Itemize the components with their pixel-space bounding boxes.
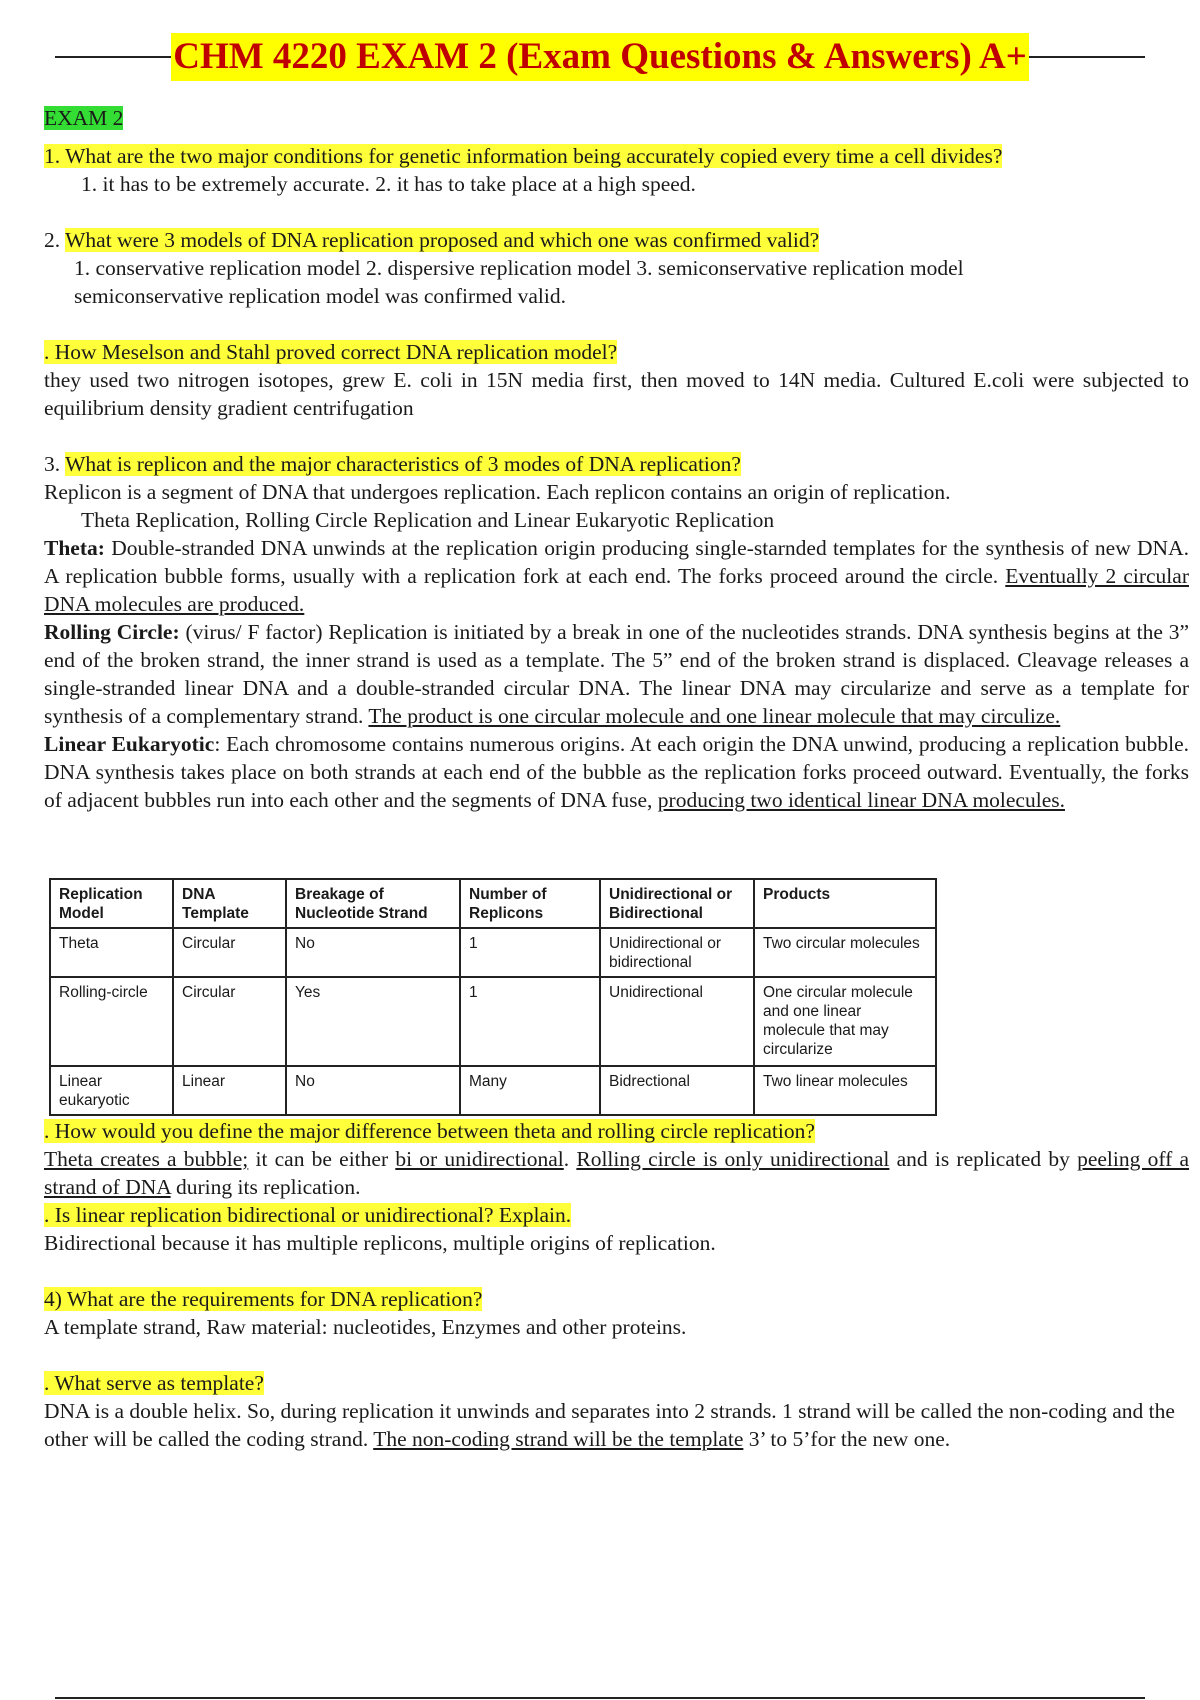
table-cell: Bidrectional <box>600 1066 754 1115</box>
theta-conclusion: Eventually 2 circular DNA molecules are produced. <box>44 564 1189 616</box>
table-header: Breakage of Nucleotide Strand <box>286 879 460 928</box>
answer-fragment: . <box>563 1147 577 1171</box>
question-2 <box>44 226 1189 310</box>
title-row <box>55 32 1145 82</box>
table-cell: No <box>286 1066 460 1115</box>
exam-label-block <box>44 104 1189 132</box>
table-cell: Two circular molecules <box>754 928 936 977</box>
bottom-rule <box>55 1697 1145 1699</box>
answer-fragment: peeling off a strand of DNA <box>44 1147 1189 1199</box>
table-cell: Two linear molecules <box>754 1066 936 1115</box>
table-cell: Linear eukaryotic <box>50 1066 173 1115</box>
question-1-text: 1. What are the two major conditions for genetic information being accurately copied every time a cell divides? <box>44 144 1003 168</box>
table-header: Number of Replicons <box>460 879 600 928</box>
question-template-text: . What serve as template? <box>44 1371 264 1395</box>
table-cell: Circular <box>173 928 286 977</box>
linear-conclusion: producing two identical linear DNA molecules. <box>657 788 1065 812</box>
question-2-answer-line1: 1. conservative replication model 2. dispersive replication model 3. semiconservative replication model <box>74 256 964 280</box>
table-cell: No <box>286 928 460 977</box>
theta-text: Double-stranded DNA unwinds at the replication origin producing single-starnded templates for the synthesis of new DNA. A replication bubble forms, usually with a replication fork at each end. The forks proceed around the circle. <box>44 536 1189 588</box>
replication-table <box>49 878 937 1116</box>
table-cell: Circular <box>173 977 286 1066</box>
table-cell: Many <box>460 1066 600 1115</box>
answer-fragment: DNA is a double helix. So, during replication it unwinds and separates into 2 strands. 1 strand will be called the non-coding and the other will be called the coding strand. <box>44 1399 1175 1451</box>
table-row <box>50 928 936 977</box>
answer-fragment: it can be either <box>248 1147 396 1171</box>
answer-fragment: during its replication. <box>170 1175 361 1199</box>
answer-fragment: bi or unidirectional <box>395 1147 564 1171</box>
question-linear-answer: Bidirectional because it has multiple replicons, multiple origins of replication. <box>44 1231 716 1255</box>
theta-paragraph <box>44 534 1189 618</box>
table-cell: Unidirectional or bidirectional <box>600 928 754 977</box>
answer-fragment: Theta creates a bubble; <box>44 1147 249 1171</box>
table-row <box>50 1066 936 1115</box>
question-3-answer-line1: Replicon is a segment of DNA that undergoes replication. Each replicon contains an origin of replication. <box>44 480 951 504</box>
answer-fragment: The non-coding strand will be the template <box>373 1427 744 1451</box>
rolling-label: Rolling Circle: <box>44 620 180 644</box>
theta-label: Theta: <box>44 536 105 560</box>
rolling-conclusion: The product is one circular molecule and one linear molecule that may circulize. <box>368 704 1061 728</box>
question-1 <box>44 142 1189 198</box>
question-difference-text: . How would you define the major difference between theta and rolling circle replication? <box>44 1119 815 1143</box>
table-cell: 1 <box>460 977 600 1066</box>
question-2-text: What were 3 models of DNA replication proposed and which one was confirmed valid? <box>65 228 820 252</box>
linear-paragraph <box>44 730 1189 814</box>
table-header-row <box>50 879 936 928</box>
question-3-text: What is replicon and the major characteristics of 3 modes of DNA replication? <box>65 452 741 476</box>
question-1-answer: 1. it has to be extremely accurate. 2. it has to take place at a high speed. <box>81 172 696 196</box>
question-2-answer-line2: semiconservative replication model was confirmed valid. <box>74 284 566 308</box>
question-4-answer: A template strand, Raw material: nucleotides, Enzymes and other proteins. <box>44 1315 687 1339</box>
question-meselson-text: . How Meselson and Stahl proved correct DNA replication model? <box>44 340 618 364</box>
answer-fragment: Rolling circle is only unidirectional <box>576 1147 890 1171</box>
table-cell: Linear <box>173 1066 286 1115</box>
question-3 <box>44 450 1189 814</box>
table-header: Replication Model <box>50 879 173 928</box>
rolling-text: (virus/ F factor) Replication is initiated by a break in one of the nucleotides strands. DNA synthesis begins at the 3” end of the broken strand, the inner strand is used as a template. The 5” end of the broken strand is displaced. Cleavage releases a single-stranded linear DNA and a double-stranded circular DNA. The linear DNA may circularize and serve as a template for synthesis of a complementary strand. <box>44 620 1189 728</box>
table-row <box>50 977 936 1066</box>
question-meselson-answer: they used two nitrogen isotopes, grew E. coli in 15N media first, then moved to 14N media. Cultured E.coli were subjected to equilibrium density gradient centrifugation <box>44 368 1189 420</box>
linear-label: Linear Eukaryotic <box>44 732 215 756</box>
answer-fragment: 3’ to 5’for the new one. <box>743 1427 951 1451</box>
question-template <box>44 1369 1189 1453</box>
table-header: Unidirectional or Bidirectional <box>600 879 754 928</box>
rolling-paragraph <box>44 618 1189 730</box>
question-3-answer-line2: Theta Replication, Rolling Circle Replication and Linear Eukaryotic Replication <box>81 508 775 532</box>
page-title: CHM 4220 EXAM 2 (Exam Questions & Answers) A+ <box>171 33 1029 81</box>
table-cell: Rolling-circle <box>50 977 173 1066</box>
question-template-answer <box>44 1397 1189 1453</box>
table-cell: Theta <box>50 928 173 977</box>
question-3-number: 3. <box>44 452 66 476</box>
question-linear-text: . Is linear replication bidirectional or unidirectional? Explain. <box>44 1203 572 1227</box>
linear-text: : Each chromosome contains numerous origins. At each origin the DNA unwind, producing a replication bubble. DNA synthesis takes place on both strands at each end of the bubble as the replication forks proceed outward. Eventually, the forks of adjacent bubbles run into each other and the segments of DNA fuse, <box>44 732 1189 812</box>
table-cell: Yes <box>286 977 460 1066</box>
table-cell: Unidirectional <box>600 977 754 1066</box>
question-4 <box>44 1285 1189 1341</box>
question-difference <box>44 1117 1189 1257</box>
table-cell: 1 <box>460 928 600 977</box>
exam-label: EXAM 2 <box>44 106 124 130</box>
title-rule-right <box>1029 56 1145 58</box>
table-header: DNA Template <box>173 879 286 928</box>
table-header: Products <box>754 879 936 928</box>
table-cell: One circular molecule and one linear molecule that may circularize <box>754 977 936 1066</box>
question-4-text: 4) What are the requirements for DNA replication? <box>44 1287 483 1311</box>
question-meselson <box>44 338 1189 422</box>
answer-fragment: and is replicated by <box>889 1147 1078 1171</box>
question-difference-answer <box>44 1145 1189 1201</box>
title-rule-left <box>55 56 171 58</box>
question-2-number: 2. <box>44 228 66 252</box>
